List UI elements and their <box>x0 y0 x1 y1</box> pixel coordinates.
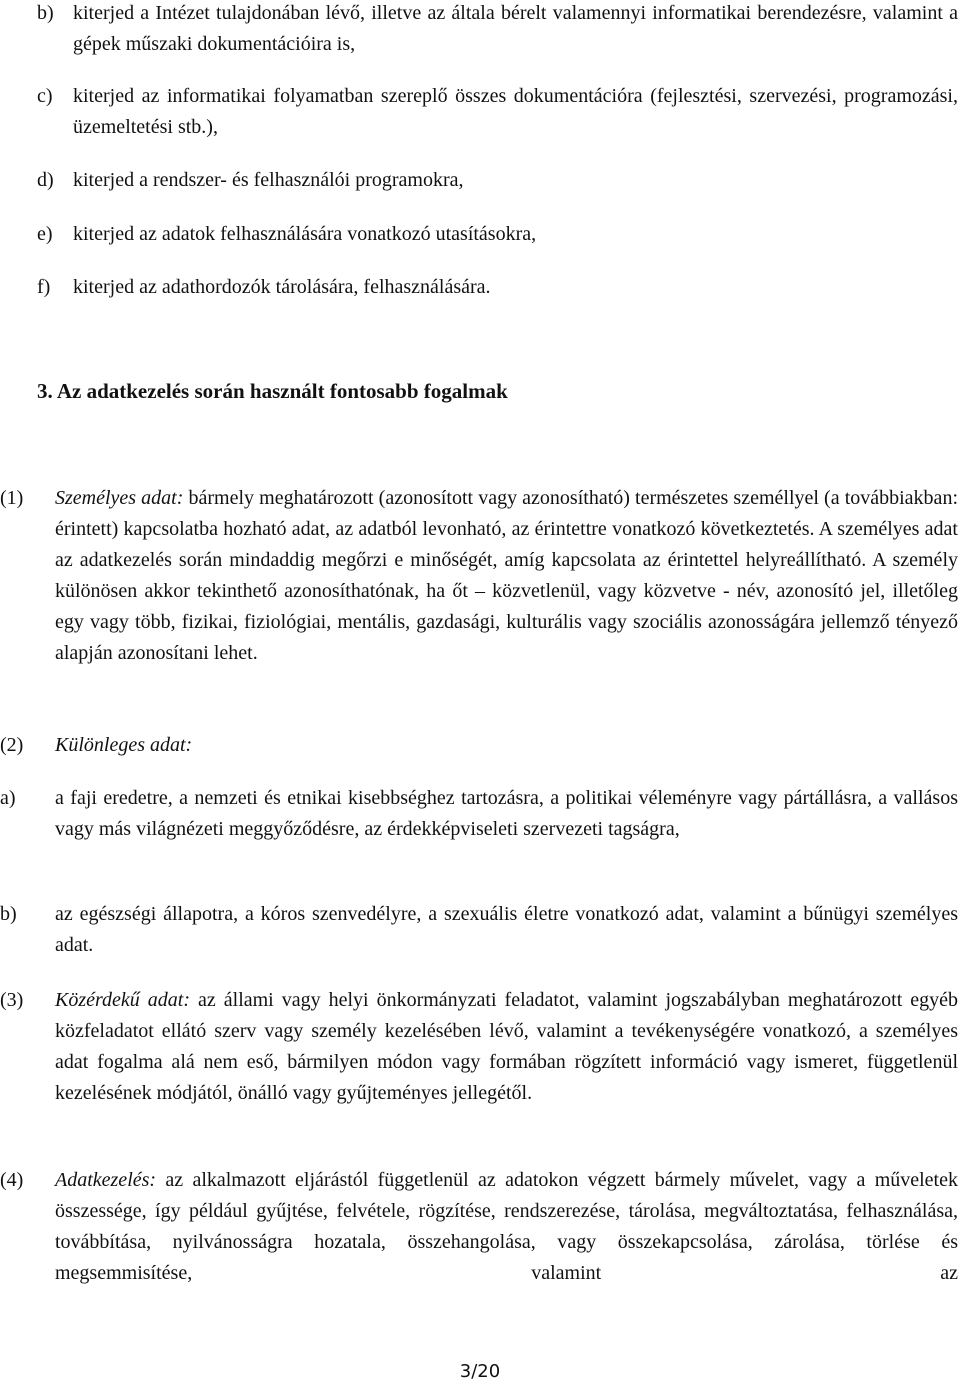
section-heading: 3. Az adatkezelés során használt fontosabb fogalmak <box>37 379 508 403</box>
definition-3 <box>0 985 958 1109</box>
list-item-f <box>37 272 958 303</box>
list-item-text: kiterjed az adatok felhasználására vonatkozó utasításokra, <box>73 223 537 245</box>
paragraph-number: (3) <box>0 989 24 1011</box>
definition-2-item-a <box>0 783 958 845</box>
definition-term: Közérdekű adat: <box>55 989 191 1011</box>
subitem-text: a faji eredetre, a nemzeti és etnikai kisebbséghez tartozásra, a politikai véleményre vagy pártállásra, a vallásos vagy más világnézeti meggyőződésre, az érdekképviseleti szervezeti tagságra, <box>55 787 958 840</box>
definition-4 <box>0 1165 958 1289</box>
list-marker: c) <box>37 85 53 107</box>
page-number: 3/20 <box>459 1361 501 1382</box>
subitem-letter: a) <box>0 787 16 809</box>
definition-2 <box>0 730 958 761</box>
list-item-d <box>37 165 958 196</box>
paragraph-body <box>55 1165 958 1289</box>
subitem-text: az egészségi állapotra, a kóros szenvedélyre, a szexuális életre vonatkozó adat, valamint a bűnügyi személyes adat. <box>55 903 958 956</box>
definition-text: bármely meghatározott (azonosított vagy azonosítható) természetes személlyel (a továbbiakban: érintett) kapcsolatba hozható adat, az adatból levonható, az érintettre vonatkozó következtetés. A személyes adat az adatkezelés során mindaddig megőrzi e minőségét, amíg kapcsolata az érintettel helyreállítható. A személy különösen akkor tekinthető azonosíthatónak, ha őt – közvetlenül, vagy közvetve - név, azonosító jel, illetőleg egy vagy több, fizikai, fiziológiai, mentális, gazdasági, kulturális vagy szociális azonosságára jellemző tényező alapján azonosítani lehet. <box>55 487 958 664</box>
definition-text: az állami vagy helyi önkormányzati feladatot, valamint jogszabályban meghatározott egyéb közfeladatot ellátó szerv vagy személy kezelésében lévő, valamint a tevékenységére vonatkozó, a személyes adat fogalma alá nem eső, bármilyen módon vagy formában rögzített információ vagy ismeret, függetlenül kezelésének módjától, önálló vagy gyűjteményes jellegétől. <box>55 989 959 1104</box>
paragraph-number: (1) <box>0 487 24 509</box>
list-item-text: kiterjed az informatikai folyamatban szereplő összes dokumentációra (fejlesztési, szervezési, programozási, üzemeltetési stb.), <box>73 85 958 138</box>
paragraph-body <box>55 730 958 761</box>
paragraph-body <box>55 985 958 1109</box>
definition-term: Személyes adat: <box>55 487 184 509</box>
list-marker: d) <box>37 169 54 191</box>
definition-term: Adatkezelés: <box>55 1169 157 1191</box>
list-item-text: kiterjed az adathordozók tárolására, felhasználására. <box>73 276 491 298</box>
paragraph-body <box>55 483 958 669</box>
subitem-letter: b) <box>0 903 17 925</box>
list-marker: b) <box>37 2 54 24</box>
definition-term: Különleges adat: <box>55 734 193 756</box>
list-marker: f) <box>37 276 51 298</box>
list-item-text: kiterjed a rendszer- és felhasználói programokra, <box>73 169 464 191</box>
paragraph-number: (4) <box>0 1169 24 1191</box>
definition-1 <box>0 483 958 669</box>
definition-2-item-b <box>0 899 958 961</box>
definition-text: az alkalmazott eljárástól függetlenül az adatokon végzett bármely művelet, vagy a műveletek összessége, így például gyűjtése, felvétele, rögzítése, rendszerezése, tárolása, megváltoztatása, felhasználása, továbbítása, nyilvánosságra hozatala, összehangolása, vagy összekapcsolása, zárolása, törlése és megsemmisítése, valamint az <box>55 1169 958 1284</box>
list-item-b <box>37 0 958 60</box>
list-item-c <box>37 81 958 143</box>
paragraph-number: (2) <box>0 734 24 756</box>
list-marker: e) <box>37 223 53 245</box>
list-item-text: kiterjed a Intézet tulajdonában lévő, illetve az általa bérelt valamennyi informatikai berendezésre, valamint a gépek műszaki dokumentációira is, <box>73 2 958 55</box>
list-item-e <box>37 219 958 250</box>
